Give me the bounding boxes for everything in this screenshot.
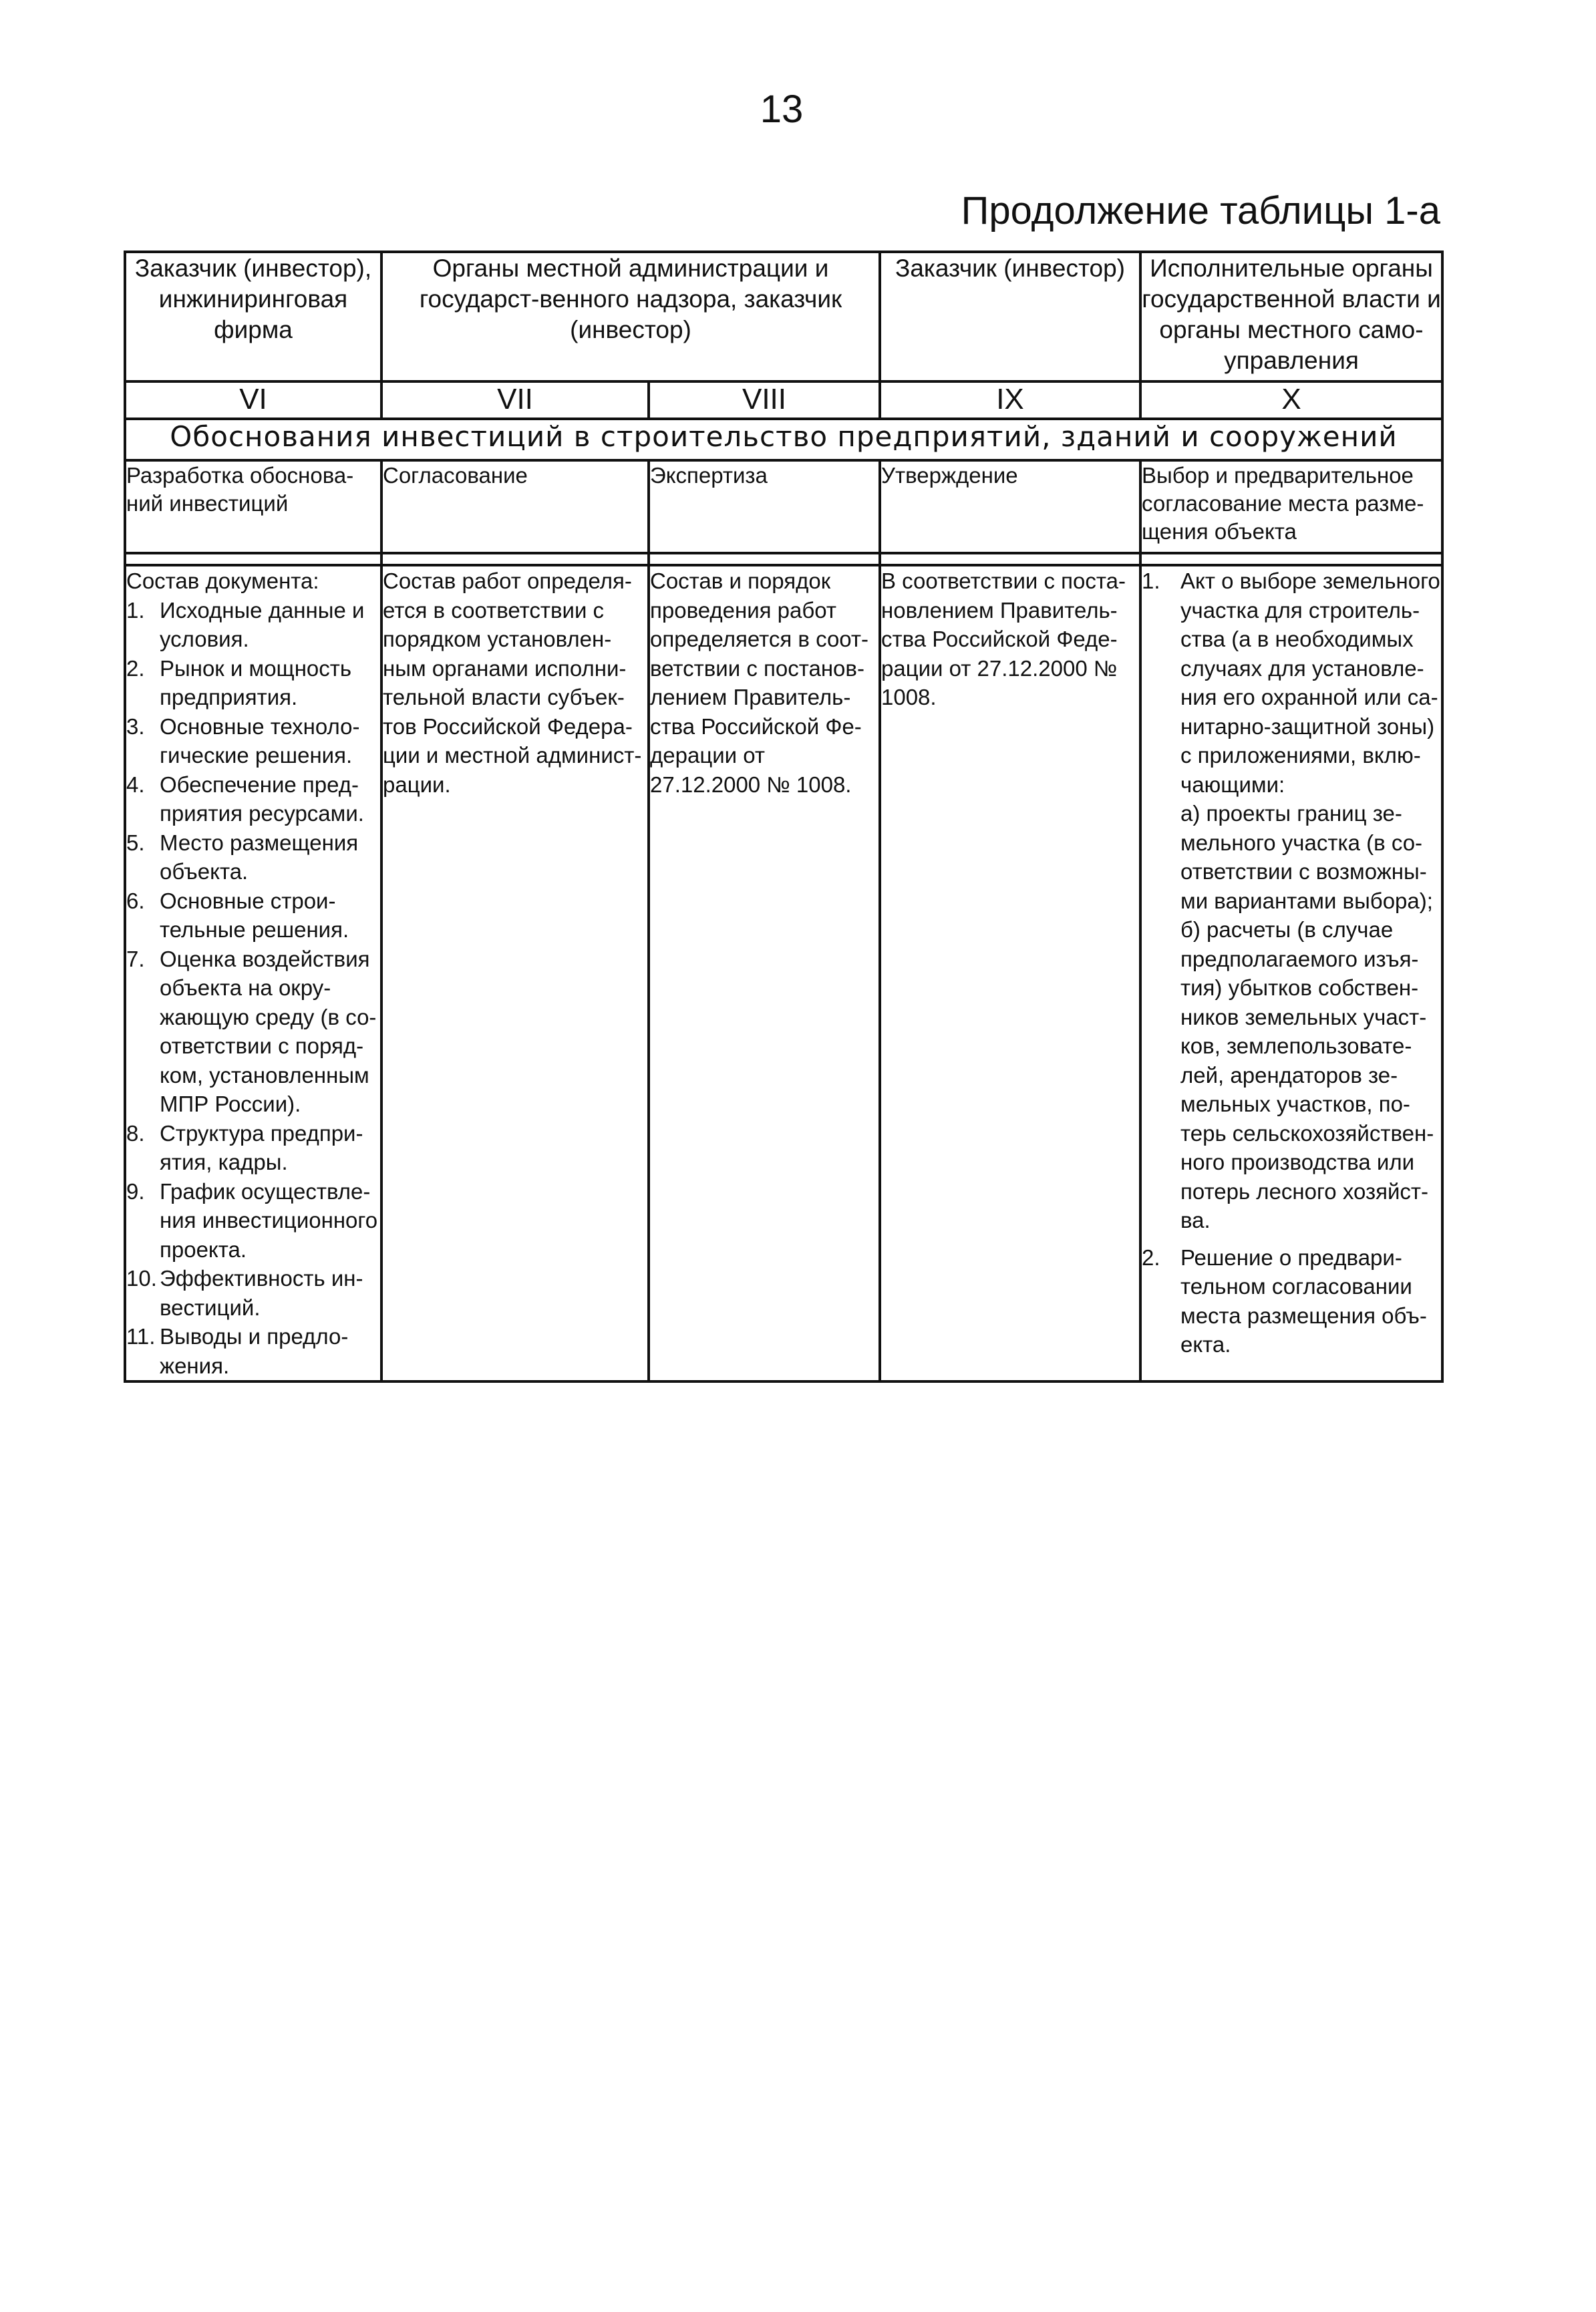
header-local-administration: Органы местной администрации и государст-венного надзора, заказчик (инвестор) [381, 252, 880, 381]
expertise-description: Состав и порядок проведения работ определяется в соот-ветствии с постанов-лением Правитель-ства Российской Фе-дерации от 27.12.2000 № 1008. [650, 568, 869, 797]
list-item: 4. Обеспечение пред-приятия ресурсами. [126, 772, 364, 826]
list-item: 5. Место размещения объекта. [126, 830, 359, 884]
header-customer: Заказчик (инвестор) [880, 252, 1140, 381]
document-composition-list [126, 596, 380, 1381]
sub-item-a: а) проекты границ зе-мельного участка (в со-ответствии с возможны-ми вариантами выбора); [1180, 801, 1433, 913]
list-item: 3. Основные техноло-гические решения. [126, 713, 360, 768]
document-composition-intro: Состав документа: [126, 568, 319, 593]
stage-development: Разработка обоснова-ний инвестиций [125, 460, 381, 553]
expertise-description-cell [649, 565, 880, 1381]
page-number: 13 [760, 88, 804, 131]
list-item: 6. Основные строи-тельные решения. [126, 888, 349, 942]
list-item: 8. Структура предпри-ятия, кадры. [126, 1120, 363, 1174]
stage-name-row [125, 460, 1442, 553]
stage-approval: Согласование [381, 460, 649, 553]
stage-confirmation: Утверждение [880, 460, 1140, 553]
stage-number-row [125, 381, 1442, 419]
spacer-row [125, 553, 1442, 565]
approval-description-cell [381, 565, 649, 1381]
participants-header-row [125, 252, 1442, 381]
header-customer-engineering: Заказчик (инвестор), инжиниринговая фирма [125, 252, 381, 381]
stage-number: X [1140, 381, 1442, 419]
content-row [125, 565, 1442, 1381]
confirmation-description-cell [880, 565, 1140, 1381]
list-item: 7. Оценка воздействия объекта на окру-жающую среду (в со-ответствии с поряд-ком, установленным МПР России). [126, 946, 377, 1116]
stage-number: VII [381, 381, 649, 419]
list-item: 10. Эффективность ин-вестиций. [126, 1266, 363, 1320]
list-item: 2. Рынок и мощность предприятия. [126, 655, 352, 709]
table-continuation-title: Продолжение таблицы 1-а [961, 189, 1440, 232]
stage-number: VI [125, 381, 381, 419]
list-item: 2. Решение о предвари-тельном согласовании места размещения объ-екта. [1142, 1245, 1427, 1357]
stage-expertise: Экспертиза [649, 460, 880, 553]
approval-description: Состав работ определя-ется в соответствии с порядком установлен-ным органами исполни-тельной власти субъек-тов Российской Федера-ции и местной админист-рации. [383, 568, 642, 797]
document-composition-cell [125, 565, 381, 1381]
confirmation-description: В соответствии с поста-новлением Правитель-ства Российской Феде-рации от 27.12.2000 № 1008. [881, 568, 1126, 709]
section-row [125, 419, 1442, 460]
site-selection-description-cell [1140, 565, 1442, 1381]
site-selection-list [1142, 566, 1441, 799]
list-item: 1. Акт о выборе земельного участка для строитель-ства (а в необходимых случаях для установле-ния его охранной или са-нитарно-защитной зоны) с приложениями, вклю-чающими: [1142, 568, 1440, 797]
stage-number: VIII [649, 381, 880, 419]
site-selection-list-continued [1142, 1243, 1441, 1359]
header-executive-bodies: Исполнительные органы государственной власти и органы местного само-управления [1140, 252, 1442, 381]
investment-stages-table [124, 251, 1444, 1383]
sub-item-b: б) расчеты (в случае предполагаемого изъя-тия) убытков собствен-ников земельных участ-ков, землепользовате-лей, арендаторов зе-мельных участков, по-терь сельскохозяйствен-ного производства или потерь лесного хозяйст-ва. [1180, 917, 1434, 1232]
list-item: 11. Выводы и предло-жения. [126, 1324, 349, 1378]
section-title: Обоснования инвестиций в строительство предприятий, зданий и сооружений [125, 419, 1442, 460]
stage-site-selection: Выбор и предварительное согласование места разме-щения объекта [1140, 460, 1442, 553]
list-item: 9. График осуществле-ния инвестиционного проекта. [126, 1178, 378, 1262]
stage-number: IX [880, 381, 1140, 419]
list-item: 1. Исходные данные и условия. [126, 597, 365, 651]
